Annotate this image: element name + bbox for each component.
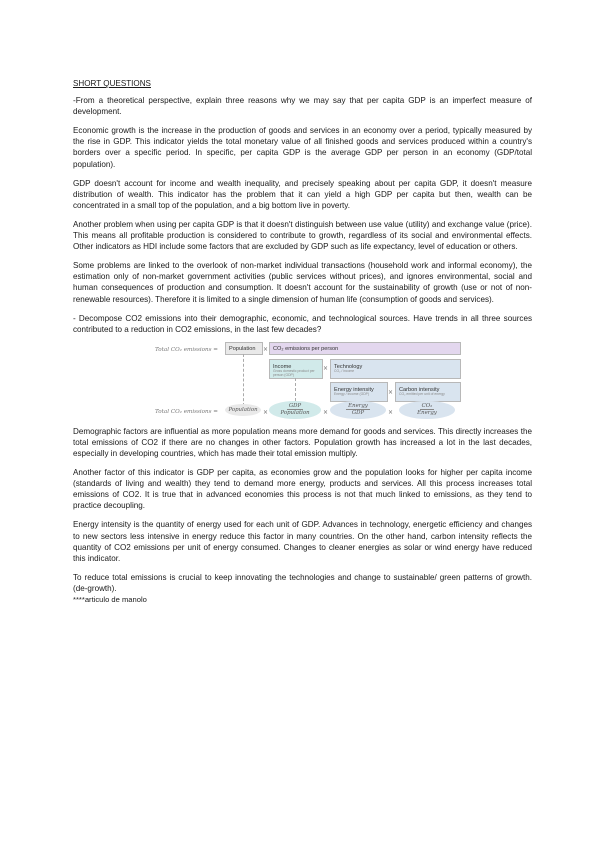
paragraph-non-market: Some problems are linked to the overlook of non-market individual transactions (household work and informal economy), the estimation only of non-market government activities (public services without prices), and ignores environmental, social and human consequences of production and consumption. It doesn't account for the sustainability of growth (use or not of non-renewable resources). Therefore it is limited to a single dimension of human life (consumption of goods and services). [73,261,532,304]
times-sign: × [323,364,329,372]
oval-gdp-denominator: Population [280,410,310,417]
oval-co2-denominator: Energy [417,410,437,417]
oval-gdp-numerator: GDP [288,403,302,410]
paragraph-energy-intensity: Energy intensity is the quantity of energy used for each unit of GDP. Advances in technology, energetic efficiency and changes to new sectors less intensive in energy reduce this factor in many countries. On the other hand, carbon intensity reflects the quantity of CO2 emissions per unit of energy consumed. Changes to cleaner energies as solar or wind energy have reduced this indicator. [73,520,532,563]
technology-sub-label: CO₂ / income [334,368,355,373]
carbon-intensity-label: Carbon intensity [399,386,440,393]
paragraph-use-value: Another problem when using per capita GDP is that it doesn't distinguish between use value (utility) and exchange value (price). This means all profitable production is considered to contribute to growth, regardless of its social and environmental effects. Other indicators as HDI include some factors that are excluded by GDP such as life expectancy, level of education or others. [73,219,532,252]
section-heading: SHORT QUESTIONS [73,79,151,88]
footnote: ****articulo de manolo [73,595,147,604]
question-1: -From a theoretical perspective, explain three reasons why we may say that per capita GDP is an imperfect measure of development. [73,96,532,117]
technology-label: Technology [334,363,363,370]
oval-energy-denominator: GDP [351,410,365,417]
question-2: - Decompose CO2 emissions into their demographic, economic, and technological sources. Have trends in all three sources contributed to a reduction in CO2 emissions, in the last few decades? [73,313,532,334]
population-box-label: Population [229,345,256,352]
paragraph-conclusion: To reduce total emissions is crucial to keep innovating the technologies and change to sustainable/ green patterns of growth. (de-growth). [73,572,532,593]
oval-population-label: Population [228,406,258,413]
total-emissions-label-bottom: Total CO₂ emissions = [155,408,218,415]
paragraph-demographic: Demographic factors are influential as more population means more demand for goods and services. This directly increases the total emissions of CO2 if there are no changes in other factors. Population growth has increased a lot in the last decades, especially in developing countries, which has made their total emission multiply. [73,426,532,458]
income-label: Income [273,363,292,370]
co2-per-person-label: CO₂ emissions per person [273,345,339,352]
times-sign: × [388,408,394,416]
paragraph-gdp-per-capita: Another factor of this indicator is GDP per capita, as economies grow and the population looks for higher per capita income (standards of living and wealth) they tend to demand more energy, products and services. All this process increases total emissions of CO2. It is true that in advanced economies this process is not that much linked to emissions, as they tend to practice decoupling. [73,468,532,511]
co2-decomposition-diagram [155,341,460,417]
oval-gdp-per-population [269,401,321,419]
times-sign: × [263,345,269,353]
population-box [225,342,263,355]
carbon-intensity-sub-label: CO₂ emitted per unit of energy [399,391,445,396]
times-sign: × [263,408,269,416]
technology-box [330,359,461,379]
oval-population [225,404,261,416]
energy-intensity-label: Energy intensity [334,386,374,393]
connector-line [243,354,244,406]
times-sign: × [388,388,394,396]
times-sign: × [323,408,329,416]
energy-intensity-sub-label: Energy / income (GDP) [334,391,370,396]
paragraph-economic-growth: Economic growth is the increase in the production of goods and services in an economy over a period, typically measured by the rise in GDP. This indicator yields the total monetary value of all finished goods and services produced within a country's borders over a specific period. In specific, per capita GDP is the average GDP per person in an economy (GDP/total population). [73,126,532,169]
income-sub-label: Gross domestic product per person (GDP) [273,368,315,377]
carbon-intensity-box [395,382,461,402]
energy-intensity-box [330,382,388,402]
income-box [269,359,323,379]
oval-energy-per-gdp [330,401,386,419]
total-emissions-label-top: Total CO₂ emissions = [155,346,218,353]
paragraph-inequality: GDP doesn't account for income and wealth inequality, and precisely speaking about per capita GDP, it doesn't measure distribution of wealth. This indicator has the problem that it can yield a high GDP per capita but then, wealth can be concentrated in a small top of the population, and a big bottom live in poverty. [73,178,532,210]
oval-energy-numerator: Energy [348,403,368,410]
co2-per-person-box [269,342,461,355]
oval-co2-per-energy [399,401,455,419]
oval-co2-numerator: CO₂ [421,403,433,410]
document-page [73,78,532,605]
